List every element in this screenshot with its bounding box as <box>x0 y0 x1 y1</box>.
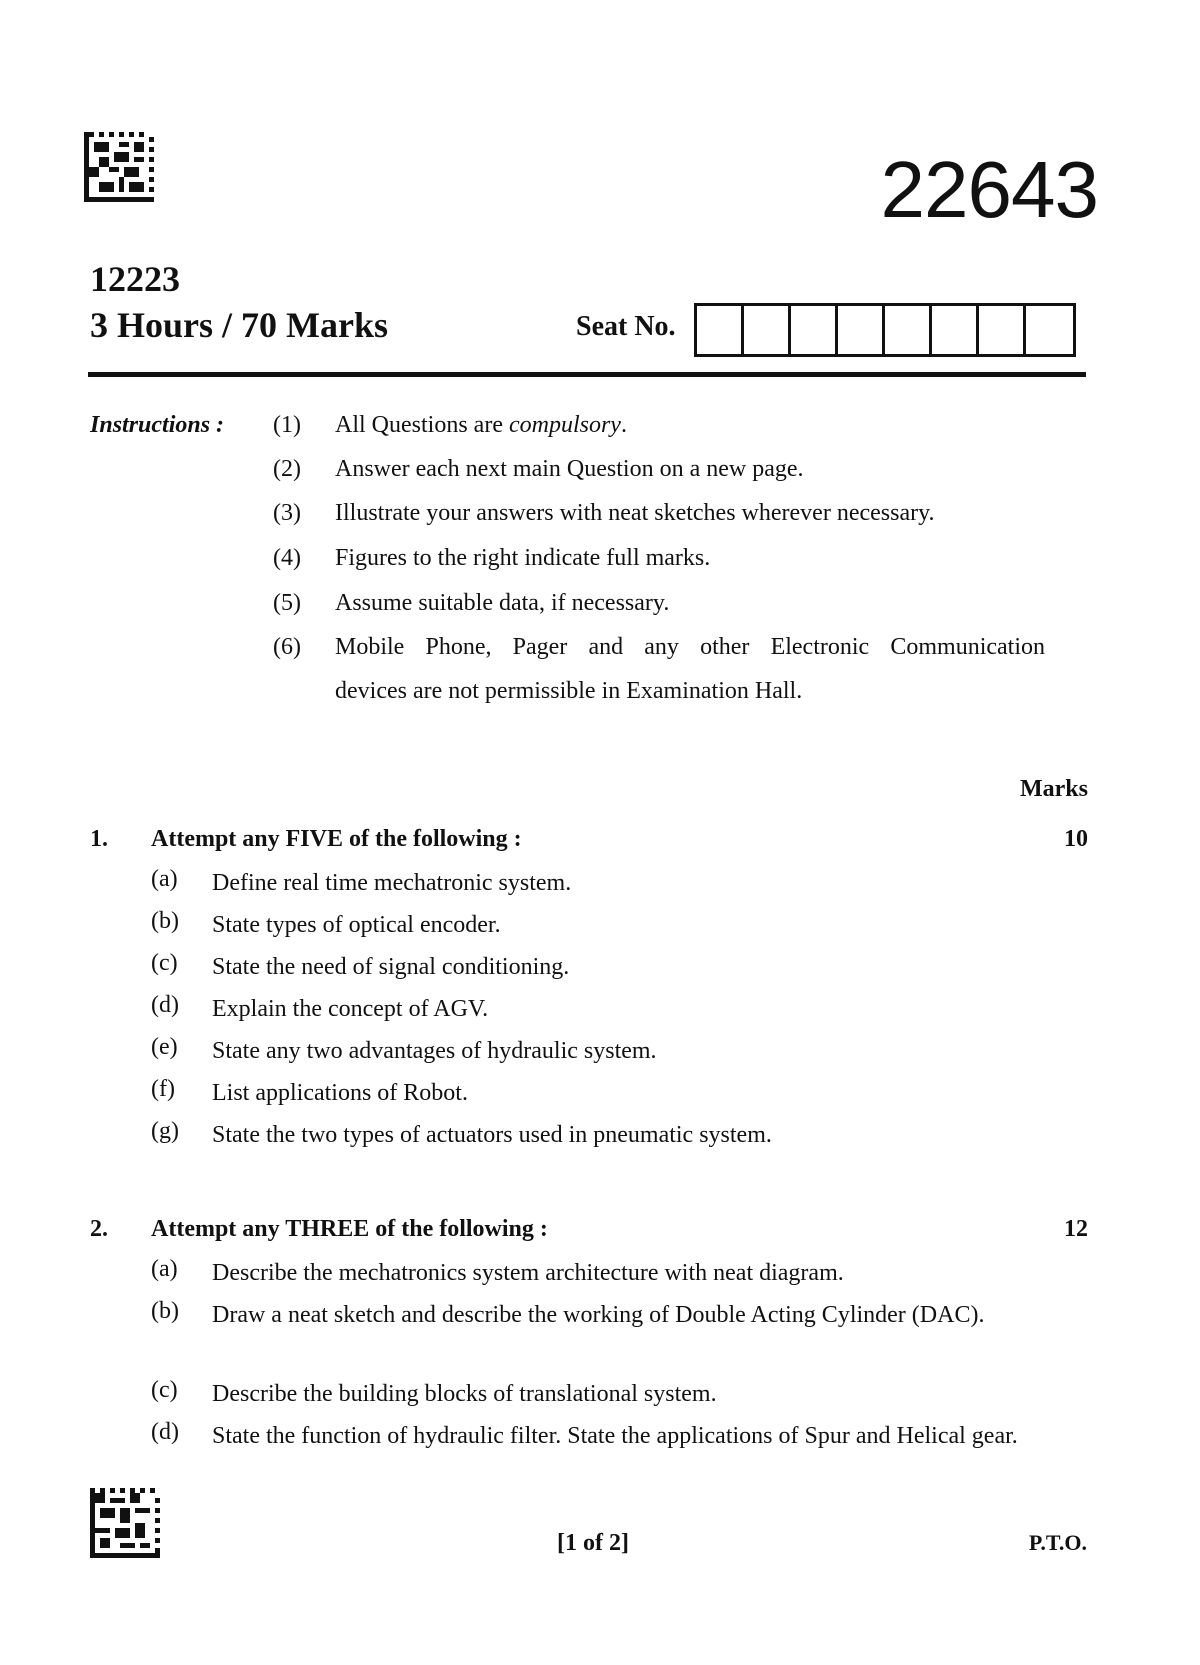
instruction-text: devices are not permissible in Examination Hall. <box>335 678 803 704</box>
sub-question-label: (f) <box>151 1076 175 1102</box>
instruction-number: (3) <box>273 500 301 526</box>
seat-box[interactable] <box>979 306 1026 354</box>
instruction-text: Assume suitable data, if necessary. <box>335 590 670 616</box>
seat-number-label: Seat No. <box>576 311 676 342</box>
duration-marks: 3 Hours / 70 Marks <box>90 305 389 345</box>
pto-label: P.T.O. <box>1028 1530 1087 1555</box>
datamatrix-barcode-top <box>84 132 154 202</box>
sub-question-label: (b) <box>151 908 179 934</box>
seat-number-boxes[interactable] <box>694 303 1076 357</box>
instruction-number: (2) <box>273 456 301 482</box>
sub-question-label: (a) <box>151 866 178 892</box>
instruction-emphasis: compulsory <box>508 412 621 438</box>
instruction-number: (5) <box>273 590 301 616</box>
sub-question-text: State the function of hydraulic filter. State the applications of Spur and Helical gear. <box>212 1423 1018 1449</box>
instruction-text-part: All Questions are <box>335 412 509 438</box>
instruction-number: (4) <box>273 545 301 571</box>
sub-question-label: (c) <box>151 1377 178 1403</box>
question-title: Attempt any THREE of the following : <box>151 1216 548 1242</box>
question-number: 2. <box>90 1216 108 1242</box>
seat-box[interactable] <box>697 306 744 354</box>
sub-question-text: Describe the mechatronics system architecture with neat diagram. <box>212 1260 844 1286</box>
instruction-text: Illustrate your answers with neat sketches wherever necessary. <box>335 500 935 526</box>
question-marks: 10 <box>1064 826 1088 852</box>
instruction-number: (6) <box>273 634 301 660</box>
question-number: 1. <box>90 826 108 852</box>
sub-question-text: State the need of signal conditioning. <box>212 954 570 980</box>
instruction-number: (1) <box>273 412 301 438</box>
marks-heading: Marks <box>1020 776 1088 802</box>
sub-question-label: (b) <box>151 1298 179 1324</box>
seat-box[interactable] <box>838 306 885 354</box>
instruction-text-tail: . <box>620 412 627 438</box>
seat-box[interactable] <box>744 306 791 354</box>
seat-box[interactable] <box>885 306 932 354</box>
page-number: [1 of 2] <box>557 1530 629 1556</box>
sub-question-label: (d) <box>151 1419 179 1445</box>
subject-code: 22643 <box>880 145 1098 234</box>
instruction-text <box>335 412 1045 439</box>
sub-question-text: Explain the concept of AGV. <box>212 996 489 1022</box>
sub-question-text: State any two advantages of hydraulic system. <box>212 1038 657 1064</box>
instruction-text: Figures to the right indicate full marks. <box>335 545 711 571</box>
seat-box[interactable] <box>1026 306 1073 354</box>
sub-question-text: Define real time mechatronic system. <box>212 870 572 896</box>
instruction-text: Answer each next main Question on a new page. <box>335 456 804 482</box>
question-marks: 12 <box>1064 1216 1088 1242</box>
datamatrix-barcode-bottom <box>90 1488 160 1558</box>
sub-question-label: (d) <box>151 992 179 1018</box>
sub-question-text: State the two types of actuators used in pneumatic system. <box>212 1122 772 1148</box>
seat-box[interactable] <box>791 306 838 354</box>
sub-question-text: List applications of Robot. <box>212 1080 468 1106</box>
seat-box[interactable] <box>932 306 979 354</box>
sub-question-text: Draw a neat sketch and describe the working of Double Acting Cylinder (DAC). <box>212 1302 985 1328</box>
question-title: Attempt any FIVE of the following : <box>151 826 522 852</box>
sub-question-text: State types of optical encoder. <box>212 912 501 938</box>
header-divider <box>88 372 1086 377</box>
instructions-label: Instructions : <box>90 412 225 438</box>
sub-question-label: (a) <box>151 1256 178 1282</box>
instruction-text: Mobile Phone, Pager and any other Electronic Communication <box>335 634 1045 660</box>
sub-question-label: (e) <box>151 1034 178 1060</box>
paper-code: 12223 <box>90 259 180 299</box>
sub-question-label: (g) <box>151 1118 179 1144</box>
sub-question-text: Describe the building blocks of translational system. <box>212 1381 717 1407</box>
sub-question-label: (c) <box>151 950 178 976</box>
